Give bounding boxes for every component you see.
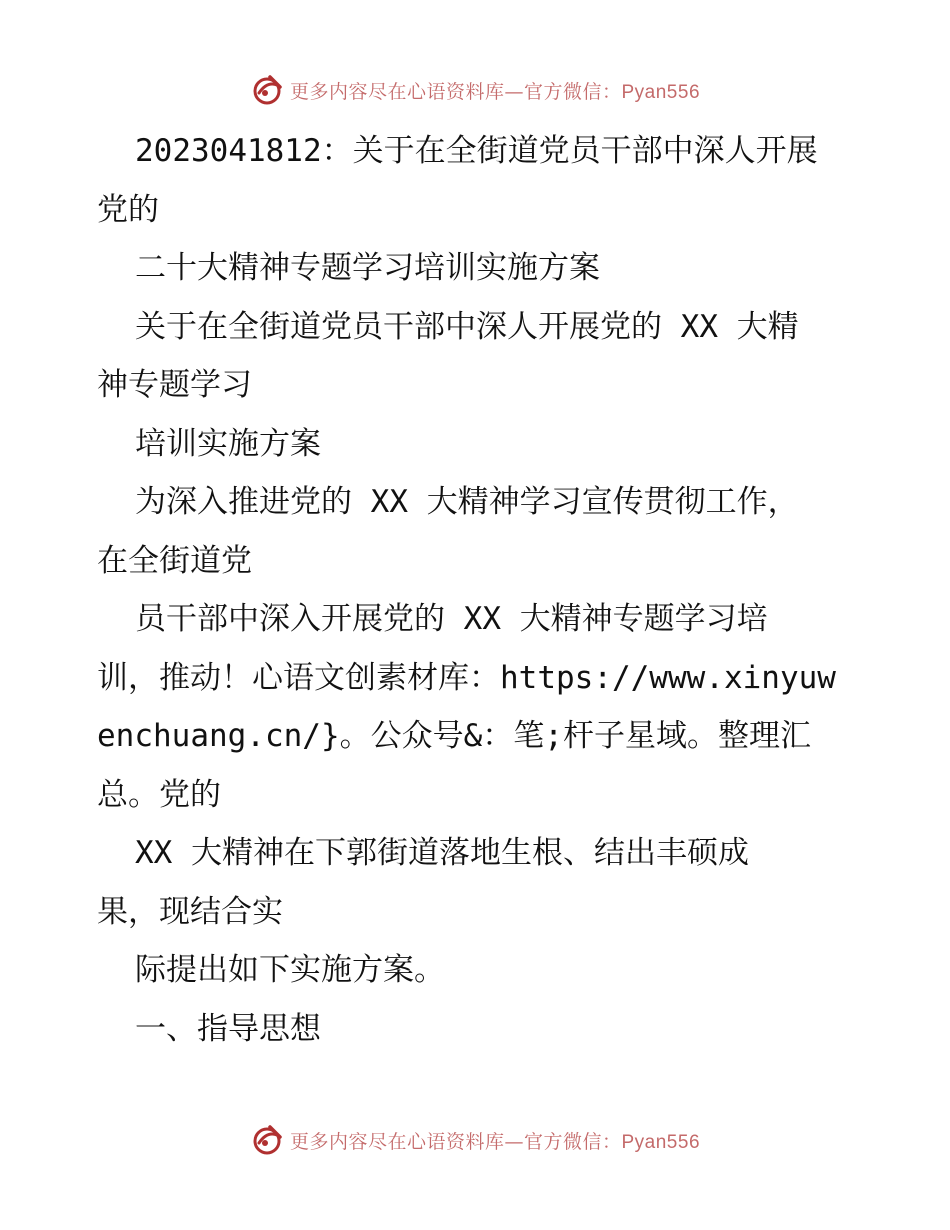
doc-line: 神专题学习	[97, 367, 252, 403]
doc-line: 二十大精神专题学习培训实施方案	[135, 250, 600, 286]
header-banner	[0, 68, 950, 112]
logo-icon	[250, 73, 284, 107]
header-text	[290, 77, 700, 104]
logo-icon	[250, 1123, 284, 1157]
footer-wechat-id: Pyan556	[621, 1131, 701, 1153]
doc-line: XX 大精神在下郭街道落地生根、结出丰硕成	[135, 835, 749, 871]
document-body	[97, 122, 857, 1058]
doc-line: 党的	[97, 191, 159, 228]
doc-line: 员干部中深入开展党的 XX 大精神专题学习培	[135, 601, 768, 637]
doc-line: 培训实施方案	[135, 425, 321, 462]
doc-line: 训，推动！心语文创素材库：https://www.xinyuw	[97, 659, 836, 696]
footer-label: 更多内容尽在心语资料库—官方微信：	[289, 1130, 622, 1153]
doc-line: 一、指导思想	[135, 1010, 321, 1047]
doc-line: 际提出如下实施方案。	[135, 952, 445, 988]
header-wechat-id: Pyan556	[621, 81, 701, 103]
doc-line: 果，现结合实	[97, 893, 283, 930]
footer-banner	[0, 1118, 950, 1162]
doc-line: 为深入推进党的 XX 大精神学习宣传贯彻工作，	[135, 484, 799, 520]
doc-line: 总。党的	[97, 776, 221, 813]
doc-line: enchuang.cn/}。公众号&：笔;杆子星域。整理汇	[97, 718, 811, 754]
doc-line: 2023041812：关于在全街道党员干部中深人开展	[135, 133, 818, 169]
header-label: 更多内容尽在心语资料库—官方微信：	[289, 80, 622, 103]
footer-text	[290, 1127, 700, 1154]
header-banner-content	[250, 73, 700, 107]
doc-line: 在全街道党	[97, 542, 252, 579]
doc-line: 关于在全街道党员干部中深人开展党的 XX 大精	[135, 308, 799, 345]
footer-banner-content	[250, 1123, 700, 1157]
